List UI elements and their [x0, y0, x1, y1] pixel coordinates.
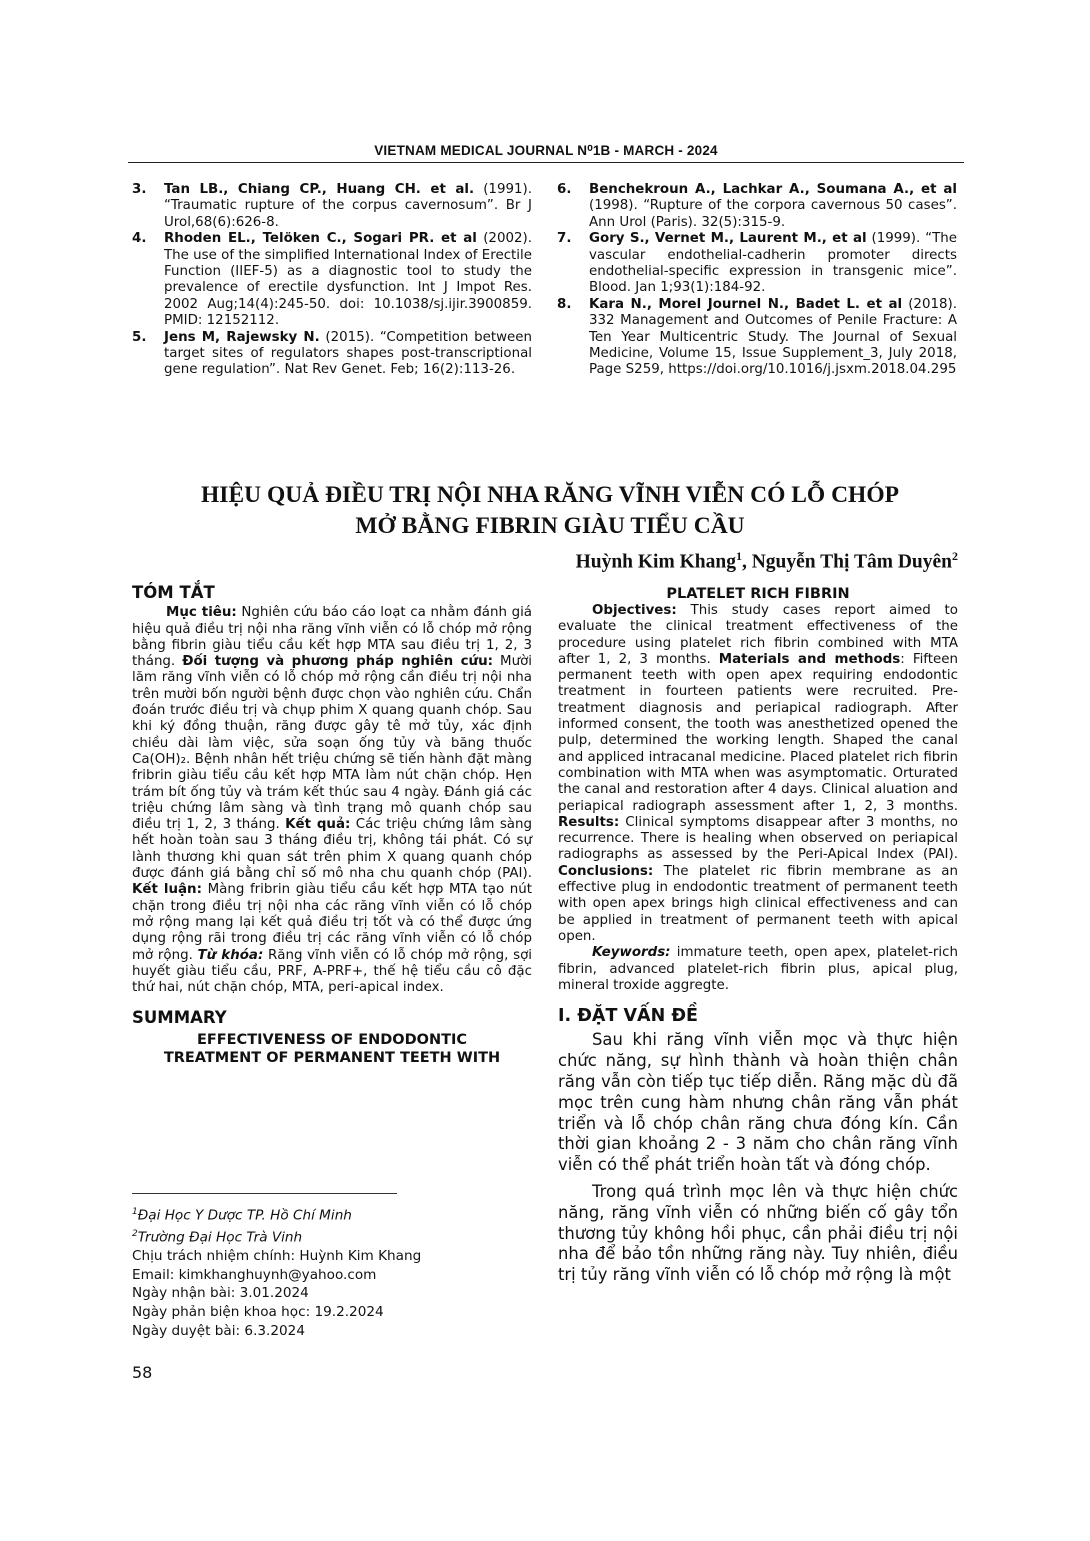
reference-item — [557, 182, 957, 231]
reference-text — [589, 297, 957, 379]
page-number: 58 — [132, 1363, 153, 1382]
corresponding-author: Chịu trách nhiệm chính: Huỳnh Kim Khang — [132, 1248, 422, 1265]
reference-authors: Kara N., Morel Journel N., Badet L. et al — [589, 296, 903, 312]
reference-number: 5. — [132, 329, 147, 345]
affiliation-text: Trường Đại Học Trà Vinh — [137, 1229, 303, 1246]
reference-item — [557, 297, 957, 379]
summary-title-line: PLATELET RICH FIBRIN — [666, 586, 850, 602]
right-column — [558, 585, 958, 1292]
reference-text — [164, 330, 532, 379]
reference-text — [589, 231, 957, 297]
summary-label: Objectives: — [592, 603, 677, 618]
abstract-text: Nghiên cứu báo cáo loạt ca nhằm đánh giá hiệu quả điều trị nội nha răng vĩnh viễn có lỗ chóp mở rộng bằng fibrin giàu tiểu cầu kết hợp MTA sau điều trị 1, 2, 3 tháng. — [132, 605, 532, 670]
reference-details: (2018). 332 Management and Outcomes of Penile Fracture: A Ten Year Multicentric Study. The Journal of Sexual Medicine, Volume 15, Issue Supplement_3, July 2018, Page S259, https://doi.org/10.1016/j.jsxm.2018.04.295 — [589, 296, 957, 378]
reference-details: (2002). The use of the simplified International Index of Erectile Function (IIEF-5) as a diagnostic tool to study the prevalence of erectile dysfunction. Int J Impot Res. 2002 Aug;14(4):245-50. doi: 10.1038/sj.ijir.3900859. PMID: 12152112. — [164, 231, 532, 329]
author-email: Email: kimkhanghuynh@yahoo.com — [132, 1266, 377, 1283]
accepted-date: Ngày duyệt bài: 6.3.2024 — [132, 1322, 305, 1339]
keywords-label: Keywords: — [592, 945, 671, 961]
article-title-line: MỞ BẰNG FIBRIN GIÀU TIỂU CẦU — [355, 513, 745, 539]
summary-label: Results: — [558, 814, 620, 830]
abstract-label: Đối tượng và phương pháp nghiên cứu: — [182, 654, 493, 670]
abstract-text: Màng fribrin giàu tiểu cầu kết hợp MTA tạo nút chặn trong điều trị nội nha các răng vĩnh viễn có lỗ chóp mở rộng mang lại kết quả điều trị tốt và có thể được ứng dụng rộng rãi trong điều trị các răng vĩnh viễn có lỗ chóp mở rộng. — [132, 882, 532, 963]
author-name: Nguyễn Thị Tâm Duyên — [751, 551, 952, 573]
keywords-label: Từ khóa: — [197, 947, 264, 963]
summary-text: This study cases report aimed to evaluate the clinical treatment effectiveness of the procedure using platelet rich fibrin combined with MTA after 1, 2, 3 months. — [558, 603, 958, 667]
reference-text — [164, 231, 532, 329]
footnotes — [132, 1203, 421, 1340]
reference-authors: Tan LB., Chiang CP., Huang CH. et al. — [164, 182, 475, 197]
author-line — [576, 549, 958, 574]
keywords-text: immature teeth, open apex, platelet-rich fibrin, advanced platelet-rich fibrin plus, apical plug, mineral troxide aggregte. — [558, 945, 958, 993]
introduction-heading: I. ĐẶT VẤN ĐỀ — [558, 1006, 698, 1027]
running-header: VIETNAM MEDICAL JOURNAL N⁰1B - MARCH - 2024 — [374, 143, 718, 158]
keywords-text: Răng vĩnh viễn có lỗ chóp mở rộng, sợi huyết giàu tiểu cầu, PRF, A-PRF+, thế hệ tiểu cầu cô đặc thứ hai, nút chặn chóp, MTA, peri-apical index. — [132, 947, 532, 996]
article-title-line: HIỆU QUẢ ĐIỀU TRỊ NỘI NHA RĂNG VĨNH VIỄN CÓ LỖ CHÓP — [201, 482, 899, 508]
abstract-heading: TÓM TẮT — [132, 583, 215, 602]
summary-text: Clinical symptoms disappear after 3 months, no recurrence. There is healing when observed on periapical radiographs as assessed by the Peri-Apical Index (PAI). — [558, 814, 958, 863]
reference-authors: Gory S., Vernet M., Laurent M., et al — [589, 231, 867, 247]
review-date: Ngày phản biện khoa học: 19.2.2024 — [132, 1304, 384, 1321]
reference-list-right — [557, 182, 957, 379]
left-column — [132, 585, 532, 1071]
abstract-text: Các triệu chứng lâm sàng hết hoàn toàn sau 3 tháng điều trị, không tái phát. Có sự lành thương khi quan sát trên phim X quang quanh chóp được đánh giá bằng chỉ số mô nha chu quanh chóp (PAI). — [132, 817, 532, 882]
author-name: Huỳnh Kim Khang — [575, 551, 736, 573]
reference-number: 3. — [132, 182, 147, 197]
affiliation-text: Đại Học Y Dược TP. Hồ Chí Minh — [137, 1207, 352, 1224]
abstract-label: Kết luận: — [132, 882, 202, 898]
abstract-label: Mục tiêu: — [166, 605, 237, 621]
summary-title-line: TREATMENT OF PERMANENT TEETH WITH — [163, 1049, 501, 1066]
reference-number: 8. — [557, 296, 572, 312]
header-divider — [128, 162, 964, 163]
abstract-paragraph — [132, 605, 532, 996]
affiliation-1 — [132, 1203, 421, 1225]
keywords-paragraph — [558, 945, 958, 994]
reference-number: 4. — [132, 231, 147, 247]
reference-list-left — [132, 182, 532, 379]
reference-number: 6. — [557, 182, 572, 197]
summary-label: Conclusions: — [558, 863, 654, 879]
article-title — [150, 480, 950, 542]
footnote-divider — [132, 1193, 397, 1194]
reference-item — [557, 231, 957, 297]
reference-details: (1999). “The vascular endothelial-cadherin promoter directs endothelial-specific expression in transgenic mice”. Blood. Jan 1;93(1):184-92. — [589, 231, 958, 296]
introduction-paragraph: Sau khi răng vĩnh viễn mọc và thực hiện chức năng, sự hình thành và hoàn thiện chân răng vẫn còn tiếp tục tiếp diễn. Răng mặc dù đã mọc trên cung hàm nhưng chân răng vẫn phát triển và lỗ chóp chân răng chưa đóng kín. Cần thời gian khoảng 2 - 3 năm cho chân răng vĩnh viễn có thể phát triển hoàn tất và đóng chóp. — [558, 1030, 958, 1175]
introduction-paragraph: Trong quá trình mọc lên và thực hiện chức năng, răng vĩnh viễn có những biến cố gây tổn thương tủy không hồi phục, cần phải điều trị nội nha để bảo tồn những răng này. Tuy nhiên, điều trị tủy răng vĩnh viễn có lỗ chóp mở rộng là một — [558, 1182, 958, 1285]
reference-details: (1991). “Traumatic rupture of the corpus cavernosum”. Br J Urol,68(6):626-8. — [164, 182, 532, 230]
summary-text: The platelet ric fibrin membrane as an effective plug in endodontic treatment of permanent teeth with open apex brings high clinical effectiveness and can be applied in treatment of permanent teeth with apical open. — [558, 863, 958, 944]
summary-label: Materials and methods — [718, 651, 901, 667]
reference-authors: Benchekroun A., Lachkar A., Soumana A., et al — [589, 182, 957, 197]
affiliation-marker: 2 — [952, 549, 958, 563]
abstract-text: Mười lăm răng vĩnh viễn có lỗ chóp mở rộng cần điều trị nội nha trên mười bốn người bệnh được chọn vào nghiên cứu. Chẩn đoán trước điều trị và chụp phim X quang quanh chóp. Sau khi ký đồng thuận, răng được gây tê mở tủy, xác định chiều dài làm việc, sửa soạn ống tủy và băng thuốc Ca(OH)₂. Bệnh nhân hết triệu chứng sẽ tiến hành đặt màng fribrin giàu tiểu cầu kết hợp MTA làm nút chặn chóp. Hẹn trám bít ống tủy và trám kết thúc sau 4 ngày. Đánh giá các triệu chứng lâm sàng và tình trạng mô quanh chóp sau điều trị 1, 2, 3 tháng. — [132, 654, 532, 833]
reference-details: (1998). “Rupture of the corpora cavernous 50 cases”. Ann Urol (Paris). 32(5):315-9. — [589, 198, 957, 230]
reference-details: (2015). “Competition between target sites of regulators shapes post-transcriptional gene regulation”. Nat Rev Genet. Feb; 16(2):113-26. — [164, 329, 532, 378]
author-separator: , — [741, 551, 752, 573]
reference-text — [164, 182, 532, 231]
affiliation-marker: 1 — [735, 549, 742, 563]
reference-item — [132, 231, 532, 329]
affiliation-marker: 1 — [132, 1207, 138, 1217]
reference-authors: Jens M, Rajewsky N. — [164, 329, 320, 345]
reference-item — [132, 182, 532, 231]
summary-paragraph — [558, 603, 958, 945]
received-date: Ngày nhận bài: 3.01.2024 — [132, 1285, 309, 1302]
abstract-label: Kết quả: — [285, 817, 351, 833]
summary-text: : Fifteen permanent teeth with open apex requiring endodontic treatment in fourteen patients were recruited. Pre-treatment diagnosis and periapical radiograph. After informed consent, the tooth was anesthetized opened the pulp, determined the working length. Shaped the canal and appliced intracanal medicine. Placed platelet rich fibrin combination with MTA when was asymptomatic. Orturated the canal and restoration after 4 days. Clinical aluation and periapical radiograph assessment after 1, 2, 3 months. — [558, 651, 958, 814]
reference-authors: Rhoden EL., Telöken C., Sogari PR. et al — [164, 231, 477, 247]
affiliation-marker: 2 — [132, 1229, 138, 1240]
reference-text — [589, 182, 957, 231]
affiliation-2 — [132, 1225, 421, 1247]
summary-title-line: EFFECTIVENESS OF ENDODONTIC — [196, 1031, 468, 1048]
summary-title — [132, 1031, 532, 1067]
reference-item — [132, 330, 532, 379]
summary-heading: SUMMARY — [132, 1008, 227, 1028]
reference-number: 7. — [557, 231, 572, 247]
